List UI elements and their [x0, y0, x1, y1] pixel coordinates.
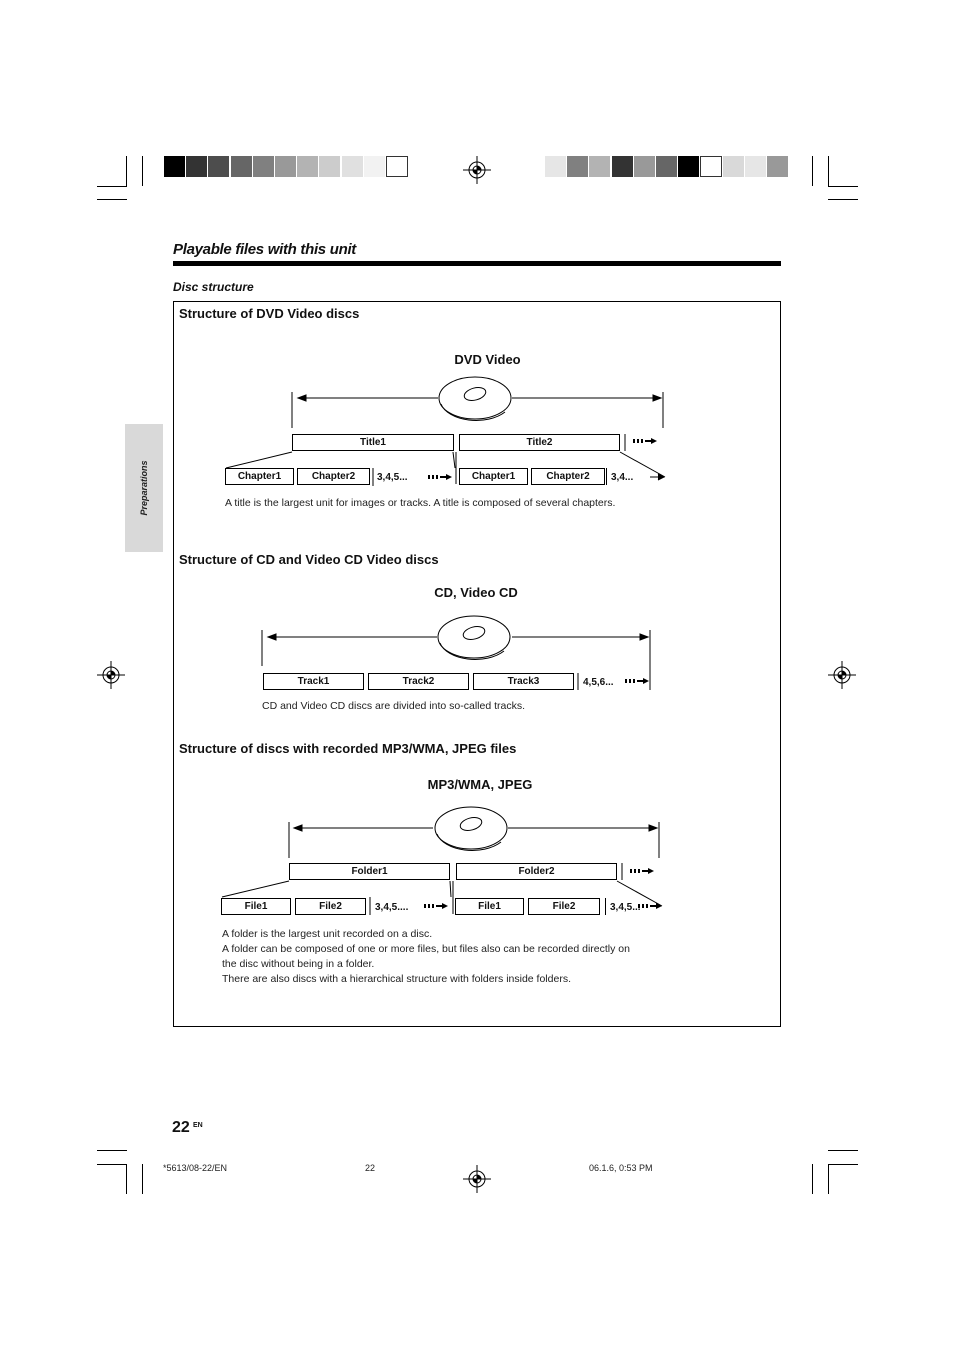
mp3-file-more-left: 3,4,5.... — [375, 902, 409, 913]
cd-heading: Structure of CD and Video CD Video discs — [179, 552, 439, 567]
cd-track-box-3: Track3 — [473, 673, 574, 690]
footer-timestamp: 06.1.6, 0:53 PM — [589, 1163, 653, 1173]
registration-mark-left — [97, 661, 125, 689]
footer-file-code: *5613/08-22/EN — [163, 1163, 228, 1173]
dvd-chapter-box-1: Chapter1 — [225, 468, 294, 485]
page-language: EN — [193, 1122, 203, 1129]
mp3-folder-box-2: Folder2 — [456, 863, 617, 880]
registration-mark-top — [463, 156, 491, 184]
page-title: Playable files with this unit — [173, 241, 357, 258]
cd-track-box-2: Track2 — [368, 673, 469, 690]
mp3-description-line-1: A folder is the largest unit recorded on a disc. — [222, 928, 433, 940]
dvd-chapter-more-right: 3,4... — [611, 472, 634, 483]
title-rule — [173, 261, 781, 266]
registration-mark-right — [828, 661, 856, 689]
cd-track-more: 4,5,6... — [583, 677, 614, 688]
dvd-chapter-box-2: Chapter2 — [297, 468, 370, 485]
mp3-folder-box-1: Folder1 — [289, 863, 450, 880]
page-number: 22 — [172, 1119, 190, 1136]
mp3-heading: Structure of discs with recorded MP3/WMA, JPEG files — [179, 741, 517, 756]
section-subheading: Disc structure — [173, 280, 254, 294]
cd-disc-label: CD, Video CD — [434, 585, 518, 600]
mp3-disc-label: MP3/WMA, JPEG — [427, 777, 533, 792]
mp3-file-more-right: 3,4,5... — [610, 902, 641, 913]
dvd-divider — [606, 468, 607, 485]
cd-description: CD and Video CD discs are divided into so-called tracks. — [262, 700, 526, 712]
mp3-file-box-3: File1 — [455, 898, 524, 915]
disc-structure-frame — [173, 301, 781, 1027]
dvd-disc-label: DVD Video — [454, 352, 521, 367]
mp3-file-box-4: File2 — [528, 898, 600, 915]
dvd-chapter-more-left: 3,4,5... — [377, 472, 408, 483]
dvd-chapter-box-4: Chapter2 — [531, 468, 605, 485]
dvd-heading: Structure of DVD Video discs — [179, 306, 360, 321]
mp3-file-box-1: File1 — [221, 898, 291, 915]
mp3-description-line-4: There are also discs with a hierarchical structure with folders inside folders. — [222, 973, 571, 985]
mp3-description — [222, 927, 630, 987]
footer-page: 22 — [365, 1163, 376, 1173]
registration-mark-bottom — [463, 1165, 491, 1193]
mp3-divider — [605, 898, 606, 915]
dvd-title-box-1: Title1 — [292, 434, 454, 451]
mp3-description-line-2: A folder can be composed of one or more files, but files also can be recorded directly on — [222, 943, 630, 955]
cd-track-box-1: Track1 — [263, 673, 364, 690]
dvd-title-box-2: Title2 — [459, 434, 620, 451]
side-tab-label: Preparations — [139, 460, 149, 516]
dvd-description: A title is the largest unit for images or tracks. A title is composed of several chapters. — [225, 497, 616, 509]
mp3-description-line-3: the disc without being in a folder. — [222, 958, 375, 970]
dvd-chapter-box-3: Chapter1 — [459, 468, 528, 485]
mp3-file-box-2: File2 — [295, 898, 366, 915]
